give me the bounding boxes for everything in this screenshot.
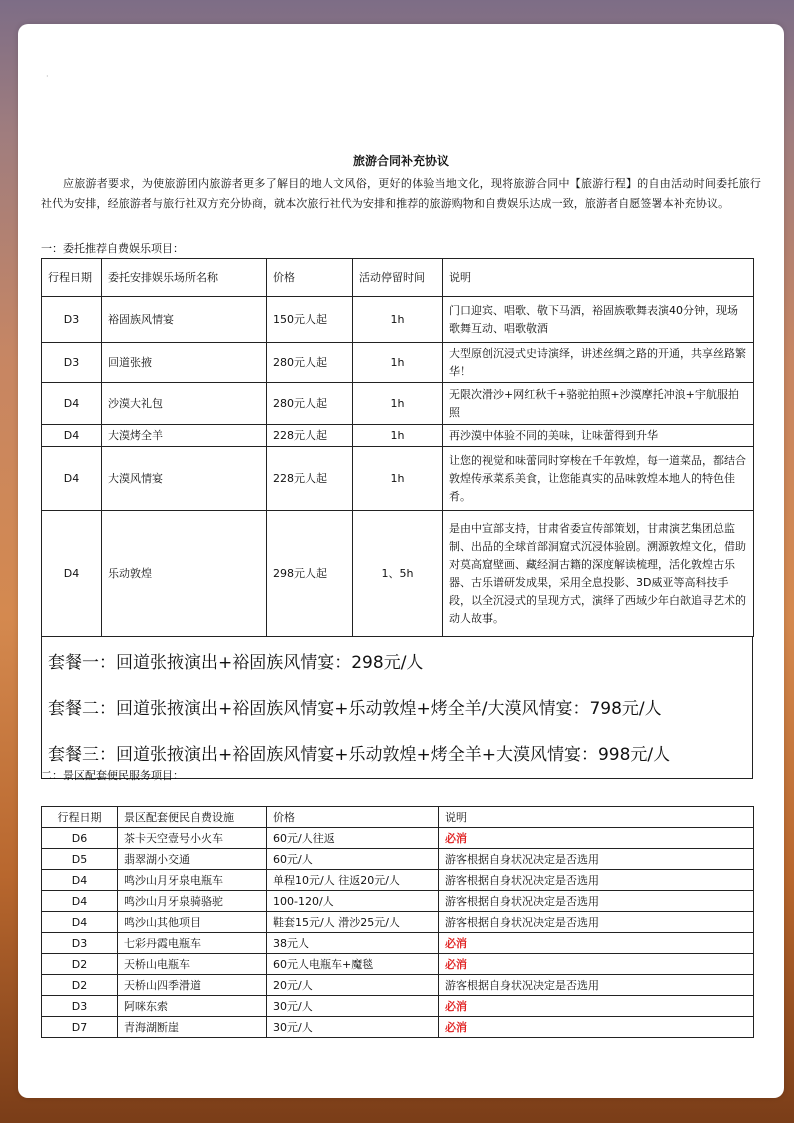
cell-note: 必消 <box>439 996 754 1017</box>
cell-name: 大漠烤全羊 <box>102 425 267 447</box>
cell-name: 回道张掖 <box>102 343 267 383</box>
section-2-heading: 二：景区配套便民服务项目： <box>41 769 184 782</box>
cell-day: D6 <box>42 828 118 849</box>
cell-desc: 门口迎宾、唱歌、敬下马酒，裕固族歌舞表演40分钟，现场歌舞互动、唱歌敬酒 <box>443 297 754 343</box>
service-table <box>41 806 754 1038</box>
table-row <box>42 343 754 383</box>
cell-facility: 茶卡天空壹号小火车 <box>118 828 267 849</box>
header-price: 价格 <box>267 259 353 297</box>
cell-desc: 无限次滑沙+网红秋千+骆驼拍照+沙漠摩托冲浪+宇航服拍照 <box>443 383 754 425</box>
table-row <box>42 447 754 511</box>
table-row <box>42 912 754 933</box>
package-2: 套餐二：回道张掖演出+裕固族风情宴+乐动敦煌+烤全羊/大漠风情宴：798元/人 <box>48 699 662 719</box>
cell-time: 1h <box>353 447 443 511</box>
cell-name: 大漠风情宴 <box>102 447 267 511</box>
cell-name: 裕固族风情宴 <box>102 297 267 343</box>
table-row <box>42 996 754 1017</box>
cell-day: D3 <box>42 996 118 1017</box>
table-row <box>42 954 754 975</box>
table-row <box>42 933 754 954</box>
cell-facility: 天桥山四季滑道 <box>118 975 267 996</box>
cell-day: D4 <box>42 425 102 447</box>
entertainment-table <box>41 258 754 637</box>
cell-price: 280元人起 <box>267 383 353 425</box>
cell-day: D5 <box>42 849 118 870</box>
cell-facility: 翡翠湖小交通 <box>118 849 267 870</box>
cell-note: 游客根据自身状况决定是否选用 <box>439 891 754 912</box>
header-name: 委托安排娱乐场所名称 <box>102 259 267 297</box>
cell-time: 1h <box>353 297 443 343</box>
table-row <box>42 870 754 891</box>
cell-facility: 鸣沙山月牙泉电瓶车 <box>118 870 267 891</box>
cell-price: 20元/人 <box>267 975 439 996</box>
intro-paragraph: 应旅游者要求，为使旅游团内旅游者更多了解目的地人文风俗，更好的体验当地文化，现将旅游合同中【旅游行程】的自由活动时间委托旅行社代为安排，经旅游者与旅行社双方充分协商，就本次旅行社代为安排和推荐的旅游购物和自费娱乐达成一致，旅游者自愿签署本补充协议。 <box>41 177 761 210</box>
cell-desc: 是由中宣部支持，甘肃省委宣传部策划，甘肃演艺集团总监制、出品的全球首部洞窟式沉浸体验剧。溯源敦煌文化，借助对莫高窟壁画、藏经洞古籍的深度解读梳理，活化敦煌古乐器、古乐谱研发成果，采用全息投影、3D威亚等高科技手段，以全沉浸式的呈现方式，演绎了西域少年白歆追寻艺术的动人故事。 <box>443 511 754 637</box>
cell-price: 280元人起 <box>267 343 353 383</box>
package-box <box>41 636 753 779</box>
cell-note: 必消 <box>439 954 754 975</box>
table-header-row <box>42 807 754 828</box>
cell-time: 1h <box>353 383 443 425</box>
header-desc: 说明 <box>443 259 754 297</box>
document-page <box>18 24 784 1098</box>
header-time: 活动停留时间 <box>353 259 443 297</box>
cell-day: D3 <box>42 297 102 343</box>
cell-facility: 青海湖断崖 <box>118 1017 267 1038</box>
table-row <box>42 511 754 637</box>
cell-price: 100-120/人 <box>267 891 439 912</box>
cell-name: 乐动敦煌 <box>102 511 267 637</box>
cell-day: D4 <box>42 511 102 637</box>
cell-price: 60元人电瓶车+魔毯 <box>267 954 439 975</box>
cell-day: D2 <box>42 954 118 975</box>
cell-desc: 大型原创沉浸式史诗演绎，讲述丝绸之路的开通，共享丝路繁华！ <box>443 343 754 383</box>
package-3: 套餐三：回道张掖演出+裕固族风情宴+乐动敦煌+烤全羊+大漠风情宴：998元/人 <box>48 745 671 765</box>
table-header-row <box>42 259 754 297</box>
cell-time: 1h <box>353 343 443 383</box>
header-facility: 景区配套便民自费设施 <box>118 807 267 828</box>
cell-price: 298元人起 <box>267 511 353 637</box>
cell-note: 必消 <box>439 933 754 954</box>
cell-time: 1h <box>353 425 443 447</box>
cell-day: D3 <box>42 343 102 383</box>
header-day: 行程日期 <box>42 807 118 828</box>
cell-note: 游客根据自身状况决定是否选用 <box>439 975 754 996</box>
cell-day: D3 <box>42 933 118 954</box>
cell-facility: 阿咪东索 <box>118 996 267 1017</box>
cell-time: 1、5h <box>353 511 443 637</box>
table-row <box>42 297 754 343</box>
header-day: 行程日期 <box>42 259 102 297</box>
cell-day: D4 <box>42 383 102 425</box>
table-row <box>42 425 754 447</box>
header-note: 说明 <box>439 807 754 828</box>
document-title: 旅游合同补充协议 <box>352 154 449 168</box>
section-1-heading: 一：委托推荐自费娱乐项目： <box>41 242 184 255</box>
cell-desc: 让您的视觉和味蕾同时穿梭在千年敦煌，每一道菜品，都结合敦煌传承菜系美食，让您能真实的品味敦煌本地人的特色佳肴。 <box>443 447 754 511</box>
cell-name: 沙漠大礼包 <box>102 383 267 425</box>
cell-price: 60元/人 <box>267 849 439 870</box>
table-row <box>42 975 754 996</box>
cell-note: 游客根据自身状况决定是否选用 <box>439 849 754 870</box>
table-row <box>42 383 754 425</box>
package-1: 套餐一：回道张掖演出+裕固族风情宴：298元/人 <box>48 653 424 673</box>
cell-day: D2 <box>42 975 118 996</box>
cell-facility: 鸣沙山其他项目 <box>118 912 267 933</box>
cell-facility: 鸣沙山月牙泉骑骆驼 <box>118 891 267 912</box>
cell-day: D4 <box>42 891 118 912</box>
cell-price: 30元/人 <box>267 996 439 1017</box>
cell-day: D4 <box>42 870 118 891</box>
cell-facility: 七彩丹霞电瓶车 <box>118 933 267 954</box>
cell-price: 228元人起 <box>267 425 353 447</box>
cell-price: 228元人起 <box>267 447 353 511</box>
cell-price: 38元人 <box>267 933 439 954</box>
cell-note: 游客根据自身状况决定是否选用 <box>439 870 754 891</box>
cell-desc: 再沙漠中体验不同的美味，让味蕾得到升华 <box>443 425 754 447</box>
cell-note: 必消 <box>439 828 754 849</box>
cell-price: 单程10元/人 往返20元/人 <box>267 870 439 891</box>
table-row <box>42 828 754 849</box>
cell-note: 必消 <box>439 1017 754 1038</box>
table-row <box>42 1017 754 1038</box>
table-row <box>42 891 754 912</box>
cell-price: 30元/人 <box>267 1017 439 1038</box>
cell-day: D4 <box>42 912 118 933</box>
cell-day: D7 <box>42 1017 118 1038</box>
cell-price: 鞋套15元/人 滑沙25元/人 <box>267 912 439 933</box>
page-mark: · <box>46 72 49 81</box>
cell-note: 游客根据自身状况决定是否选用 <box>439 912 754 933</box>
header-price: 价格 <box>267 807 439 828</box>
cell-price: 60元/人往返 <box>267 828 439 849</box>
cell-facility: 天桥山电瓶车 <box>118 954 267 975</box>
table-row <box>42 849 754 870</box>
cell-price: 150元人起 <box>267 297 353 343</box>
cell-day: D4 <box>42 447 102 511</box>
